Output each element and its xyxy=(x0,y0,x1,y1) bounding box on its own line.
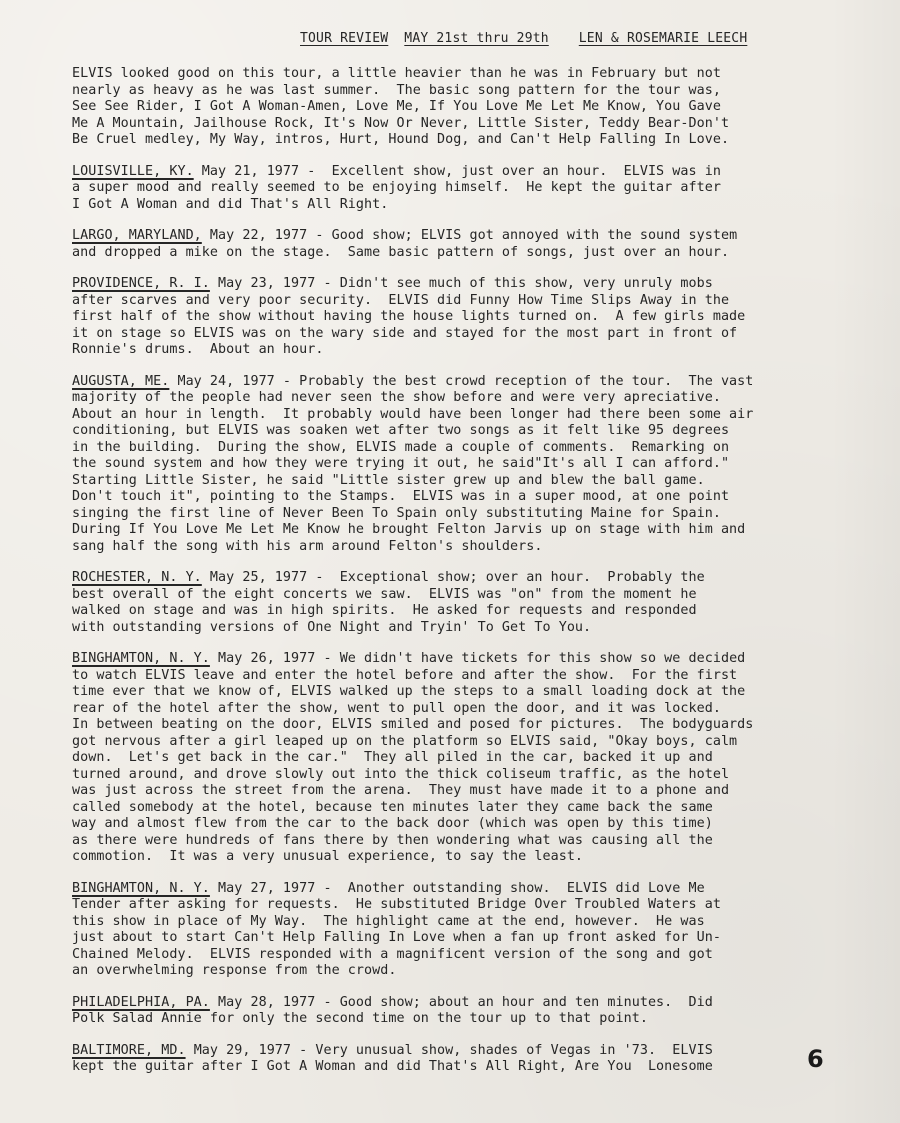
entry-text: May 21, 1977 - Excellent show, just over an hour. ELVIS was in xyxy=(193,163,721,179)
entry-location: ROCHESTER, N. Y. xyxy=(72,570,202,585)
entry-text: May 24, 1977 - Probably the best crowd reception of the tour. The vast xyxy=(169,373,754,389)
concert-entry xyxy=(72,374,832,556)
entry-text: called somebody at the hotel, because ten minutes later they came back the same xyxy=(72,799,713,815)
entry-text: Ronnie's drums. About an hour. xyxy=(72,342,324,357)
entry-first-line xyxy=(72,570,832,587)
entry-text: in the building. During the show, ELVIS made a couple of comments. Remarking on xyxy=(72,439,730,455)
entry-text: May 25, 1977 - Exceptional show; over an hour. Probably the xyxy=(201,570,705,585)
entry-text: and dropped a mike on the stage. Same basic pattern of songs, just over an hour. xyxy=(72,244,730,260)
entry-first-line xyxy=(72,276,832,293)
page-header xyxy=(300,31,747,46)
entry-text: down. Let's get back in the car." They all piled in the car, backed it up and xyxy=(72,750,713,765)
concert-entry xyxy=(72,995,832,1028)
review-body xyxy=(72,66,832,1091)
header-title: TOUR REVIEW xyxy=(300,31,389,46)
entry-first-line xyxy=(72,1043,832,1060)
entry-first-line xyxy=(72,164,832,181)
intro-line: Be Cruel medley, My Way, intros, Hurt, Hound Dog, and Can't Help Falling In Love. xyxy=(72,132,730,147)
entry-text: commotion. It was a very unusual experience, to say the least. xyxy=(72,849,584,864)
entry-location: PROVIDENCE, R. I. xyxy=(72,276,210,291)
entry-text: best overall of the eight concerts we saw. ELVIS was "on" from the moment he xyxy=(72,586,697,602)
entry-first-line xyxy=(72,228,832,245)
intro-line: nearly as heavy as he was last summer. The basic song pattern for the tour was, xyxy=(72,82,721,98)
entry-text: first half of the show without having the house lights turned on. A few girls made xyxy=(72,309,746,324)
concert-entry xyxy=(72,228,832,261)
entry-location: LOUISVILLE, KY. xyxy=(72,163,194,179)
entry-text: rear of the hotel after the show, went to pull open the door, and it was locked. xyxy=(72,700,721,716)
entry-first-line xyxy=(72,995,832,1012)
entry-text: just about to start Can't Help Falling In Love when a fan up front asked for Un- xyxy=(72,930,721,945)
entry-text: May 22, 1977 - Good show; ELVIS got annoyed with the sound system xyxy=(201,228,738,243)
entry-location: BINGHAMTON, N. Y. xyxy=(72,880,210,896)
entry-text: it on stage so ELVIS was on the wary side and stayed for the most part in front of xyxy=(72,325,738,341)
concert-entry xyxy=(72,881,832,980)
entry-first-line xyxy=(72,651,832,668)
intro-paragraph xyxy=(72,66,832,149)
intro-line: See See Rider, I Got A Woman-Amen, Love Me, If You Love Me Let Me Know, You Gave xyxy=(72,99,721,114)
entry-text: May 28, 1977 - Good show; about an hour and ten minutes. Did xyxy=(209,994,713,1010)
intro-line: Me A Mountain, Jailhouse Rock, It's Now Or Never, Little Sister, Teddy Bear-Don't xyxy=(72,115,730,131)
entry-text: Don't touch it", pointing to the Stamps. ELVIS was in a super mood, at one point xyxy=(72,489,730,504)
header-dates: MAY 21st thru 29th xyxy=(404,31,549,46)
intro-line: ELVIS looked good on this tour, a little heavier than he was in February but not xyxy=(72,66,721,81)
entry-location: BALTIMORE, MD. xyxy=(72,1042,186,1058)
entry-text: kept the guitar after I Got A Woman and did That's All Right, Are You Lonesome xyxy=(72,1059,713,1074)
entry-text: to watch ELVIS leave and enter the hotel before and after the show. For the first xyxy=(72,667,738,683)
entry-location: AUGUSTA, ME. xyxy=(72,373,170,389)
entry-text: an overwhelming response from the crowd. xyxy=(72,963,397,978)
entry-text: sang half the song with his arm around Felton's shoulders. xyxy=(72,538,543,554)
entry-text: majority of the people had never seen the show before and were very apreciative. xyxy=(72,390,721,405)
entry-text: Tender after asking for requests. He substituted Bridge Over Troubled Waters at xyxy=(72,897,721,912)
concert-entry xyxy=(72,570,832,636)
header-authors: LEN & ROSEMARIE LEECH xyxy=(578,31,748,46)
concert-entry xyxy=(72,164,832,214)
entry-first-line xyxy=(72,374,832,391)
entry-text: this show in place of My Way. The highlight came at the end, however. He was xyxy=(72,913,705,929)
entry-text: Starting Little Sister, he said "Little sister grew up and blew the ball game. xyxy=(72,472,705,488)
page-number: 6 xyxy=(807,1045,824,1073)
entry-text: May 26, 1977 - We didn't have tickets for this show so we decided xyxy=(209,651,746,666)
entry-text: got nervous after a girl leaped up on the platform so ELVIS said, "Okay boys, calm xyxy=(72,733,738,749)
entry-text: conditioning, but ELVIS was soaken wet after two songs as it felt like 95 degrees xyxy=(72,423,730,438)
entry-text: About an hour in length. It probably would have been longer had there been some air xyxy=(72,406,754,422)
entry-text: the sound system and how they were trying it out, he said"It's all I can afford." xyxy=(72,456,730,471)
entry-text: walked on stage and was in high spirits. He asked for requests and responded xyxy=(72,603,697,618)
entry-text: In between beating on the door, ELVIS smiled and posed for pictures. The bodyguards xyxy=(72,717,754,732)
entry-text: turned around, and drove slowly out into the thick coliseum traffic, as the hotel xyxy=(72,766,730,782)
concert-entry xyxy=(72,276,832,359)
entry-text: with outstanding versions of One Night and Tryin' To Get To You. xyxy=(72,619,592,635)
concert-entry xyxy=(72,651,832,866)
entry-text: May 23, 1977 - Didn't see much of this show, very unruly mobs xyxy=(209,276,713,291)
entry-location: LARGO, MARYLAND, xyxy=(72,228,202,243)
entry-text: May 29, 1977 - Very unusual show, shades of Vegas in '73. ELVIS xyxy=(185,1042,713,1058)
entry-text: Polk Salad Annie for only the second time on the tour up to that point. xyxy=(72,1011,648,1026)
entry-text: a super mood and really seemed to be enjoying himself. He kept the guitar after xyxy=(72,180,721,195)
entry-text: singing the first line of Never Been To Spain only substituting Maine for Spain. xyxy=(72,505,721,521)
page-edge-shading xyxy=(830,0,900,1123)
entry-text: time ever that we know of, ELVIS walked up the steps to a small loading dock at the xyxy=(72,684,746,699)
entry-text: after scarves and very poor security. ELVIS did Funny How Time Slips Away in the xyxy=(72,292,730,308)
entry-location: PHILADELPHIA, PA. xyxy=(72,994,210,1010)
entry-location: BINGHAMTON, N. Y. xyxy=(72,651,210,666)
entry-text: I Got A Woman and did That's All Right. xyxy=(72,196,389,212)
entry-first-line xyxy=(72,881,832,898)
entry-text: During If You Love Me Let Me Know he brought Felton Jarvis up on stage with him and xyxy=(72,522,746,537)
concert-entry xyxy=(72,1043,832,1076)
entry-text: as there were hundreds of fans there by then wondering what was causing all the xyxy=(72,832,713,848)
entry-text: Chained Melody. ELVIS responded with a magnificent version of the song and got xyxy=(72,946,713,962)
entry-text: May 27, 1977 - Another outstanding show. ELVIS did Love Me xyxy=(209,880,705,896)
entry-text: was just across the street from the arena. They must have made it to a phone and xyxy=(72,783,730,798)
entry-text: way and almost flew from the car to the back door (which was open by this time) xyxy=(72,816,713,831)
